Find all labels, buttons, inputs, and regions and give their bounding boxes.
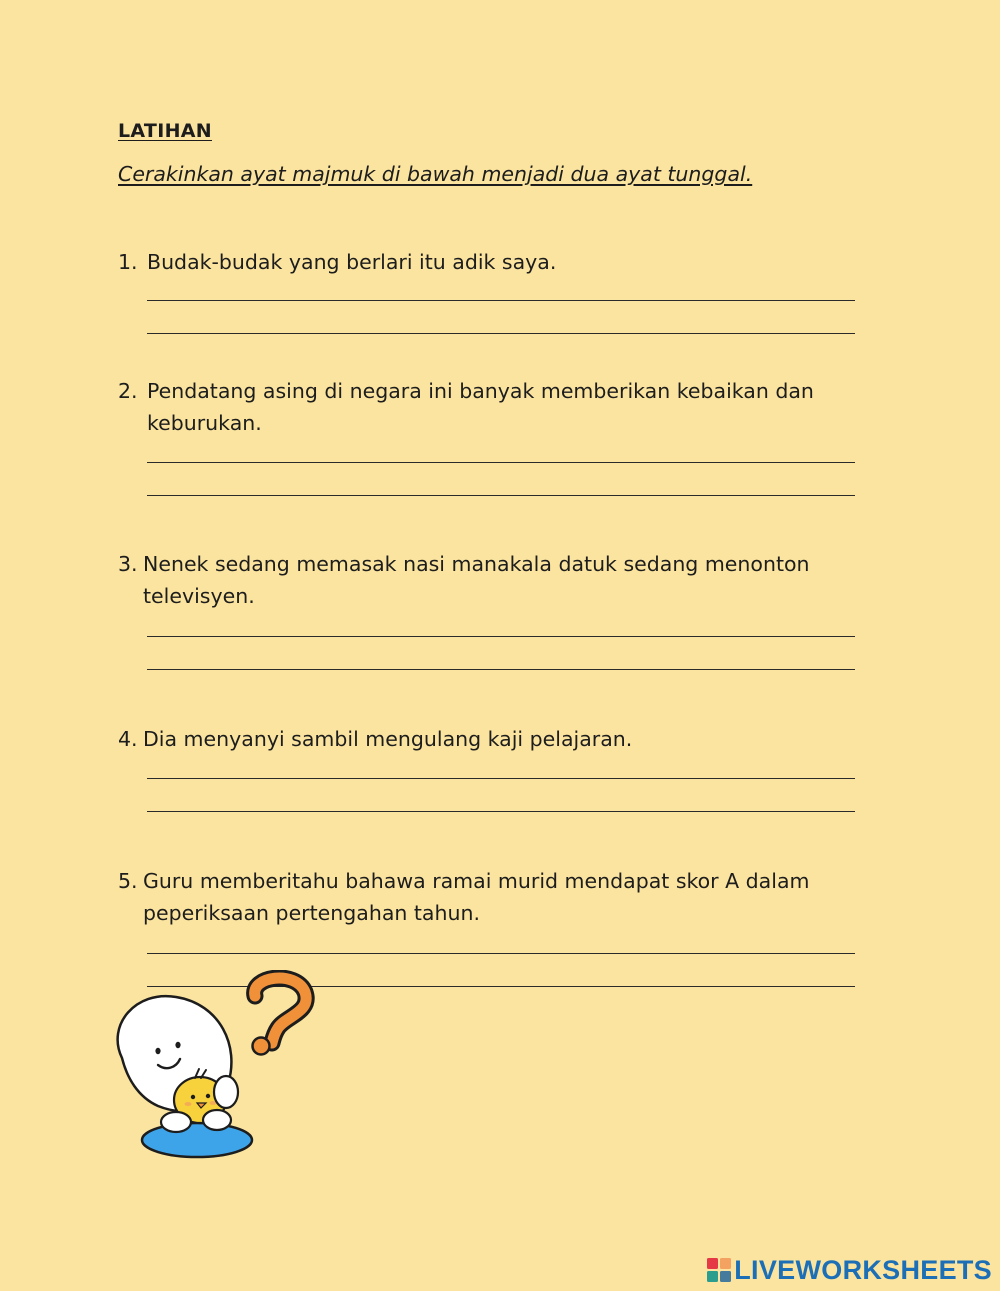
question-mark-icon (253, 978, 307, 1054)
mascot-hand (203, 1110, 231, 1130)
question-number: 5. (118, 869, 138, 893)
page-title: LATIHAN (118, 120, 212, 142)
question-text: Budak-budak yang berlari itu adik saya. (147, 250, 557, 274)
answer-line-3b[interactable] (147, 669, 855, 670)
question-text: Guru memberitahu bahawa ramai murid mendapat skor A dalam peperiksaan pertengahan tahun. (143, 869, 810, 925)
question-text: Nenek sedang memasak nasi manakala datuk sedang menonton televisyen. (143, 552, 810, 608)
brand-name: LIVEWORKSHEETS (734, 1254, 992, 1285)
question-4 (118, 723, 908, 755)
question-number: 3. (118, 552, 138, 576)
liveworksheets-brand (707, 1255, 992, 1285)
question-1 (118, 246, 908, 278)
answer-line-1b[interactable] (147, 333, 855, 334)
answer-line-4b[interactable] (147, 811, 855, 812)
question-2 (118, 375, 908, 439)
thinking-mascot-illustration (100, 970, 315, 1165)
answer-line-5a[interactable] (147, 953, 855, 954)
question-text: Dia menyanyi sambil mengulang kaji pelajaran. (143, 727, 633, 751)
question-number: 2. (118, 379, 138, 403)
mascot-eye (175, 1042, 180, 1048)
instruction-text: Cerakinkan ayat majmuk di bawah menjadi dua ayat tunggal. (118, 162, 753, 186)
mascot-hand (161, 1112, 191, 1132)
mascot-eye (155, 1048, 160, 1054)
mascot-arm (214, 1076, 238, 1108)
answer-line-4a[interactable] (147, 778, 855, 779)
answer-line-1a[interactable] (147, 300, 855, 301)
answer-line-2b[interactable] (147, 495, 855, 496)
cushion (142, 1123, 252, 1157)
liveworksheets-logo-icon (707, 1258, 731, 1282)
question-number: 1. (118, 250, 138, 274)
answer-line-3a[interactable] (147, 636, 855, 637)
question-5 (118, 865, 908, 929)
question-text: Pendatang asing di negara ini banyak memberikan kebaikan dan keburukan. (147, 379, 814, 435)
answer-line-2a[interactable] (147, 462, 855, 463)
question-number: 4. (118, 727, 138, 751)
question-3 (118, 548, 908, 612)
